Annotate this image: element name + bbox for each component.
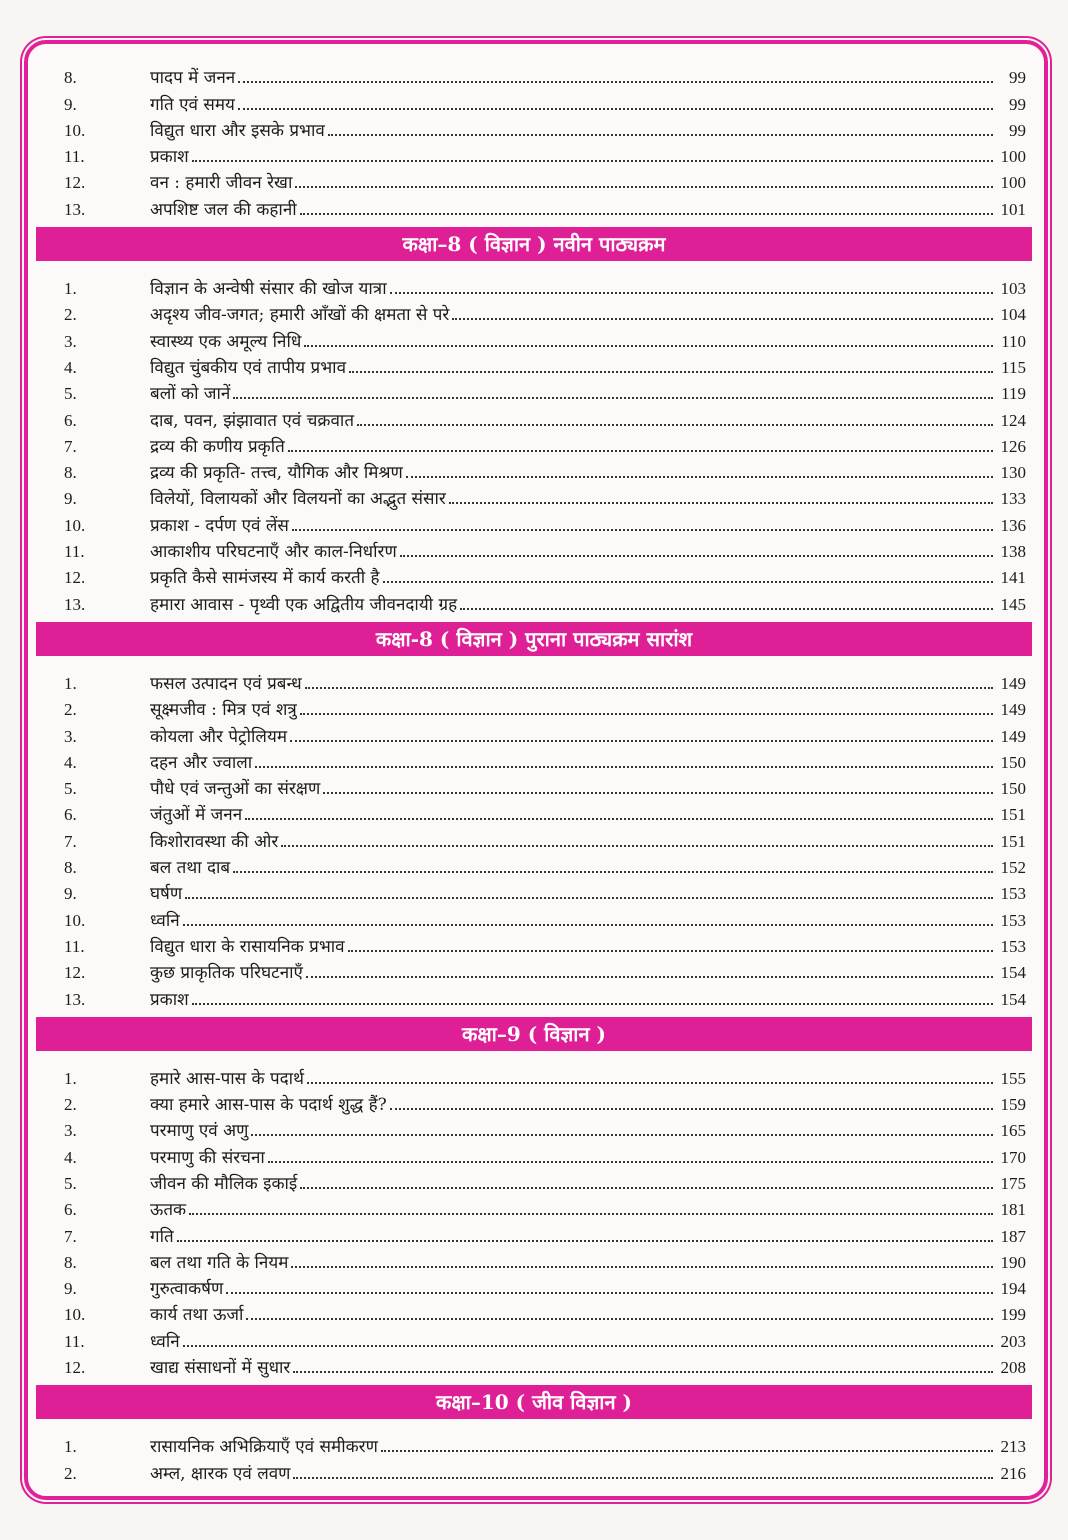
entry-number: 4. bbox=[64, 1147, 77, 1167]
entry-title: अम्ल, क्षारक एवं लवण bbox=[150, 1463, 291, 1484]
dot-leader bbox=[189, 1213, 993, 1215]
dot-leader bbox=[183, 924, 993, 926]
entry-number: 11. bbox=[64, 147, 85, 167]
entry-title: गति bbox=[150, 1226, 174, 1247]
entry-number: 1. bbox=[64, 1068, 77, 1088]
entry-page-number: 149 bbox=[1000, 673, 1026, 693]
entry-title: आकाशीय परिघटनाएँ और काल-निर्धारण bbox=[150, 542, 397, 563]
entry-title: कुछ प्राकृतिक परिघटनाएँ bbox=[150, 963, 303, 984]
entry-title: परमाणु की संरचना bbox=[150, 1147, 265, 1168]
toc-entry[interactable] bbox=[42, 773, 1026, 799]
toc-entry[interactable] bbox=[42, 88, 1026, 114]
toc-entry[interactable] bbox=[42, 1089, 1026, 1115]
toc-entry[interactable] bbox=[42, 878, 1026, 904]
dot-leader bbox=[251, 1134, 993, 1136]
entry-page-number: 115 bbox=[1001, 357, 1026, 377]
entry-title: किशोरावस्था की ओर bbox=[150, 831, 279, 852]
toc-entry[interactable] bbox=[42, 141, 1026, 167]
entry-title: प्रकाश bbox=[150, 989, 189, 1010]
entry-number: 5. bbox=[64, 1173, 77, 1193]
entry-number: 11. bbox=[64, 1331, 85, 1351]
toc-entry[interactable] bbox=[42, 1115, 1026, 1141]
toc-entry[interactable] bbox=[42, 904, 1026, 930]
dot-leader bbox=[233, 871, 993, 873]
entry-number: 6. bbox=[64, 410, 77, 430]
entry-page-number: 100 bbox=[1000, 173, 1026, 193]
toc-entry[interactable] bbox=[42, 668, 1026, 694]
dot-leader bbox=[295, 186, 993, 188]
toc-entry[interactable] bbox=[42, 431, 1026, 457]
entry-page-number: 175 bbox=[1000, 1173, 1026, 1193]
toc-entry[interactable] bbox=[42, 193, 1026, 219]
entry-page-number: 213 bbox=[1000, 1437, 1026, 1457]
entry-number: 12. bbox=[64, 173, 86, 193]
entry-title: ऊतक bbox=[150, 1200, 187, 1221]
entry-number: 11. bbox=[64, 542, 85, 562]
entry-title: क्या हमारे आस-पास के पदार्थ शुद्ध हैं? bbox=[150, 1095, 387, 1116]
dot-leader bbox=[192, 1003, 993, 1005]
toc-entry[interactable] bbox=[42, 457, 1026, 483]
entry-page-number: 141 bbox=[1000, 568, 1026, 588]
entry-number: 1. bbox=[64, 279, 77, 299]
entry-number: 9. bbox=[64, 94, 77, 114]
toc-entry[interactable] bbox=[42, 799, 1026, 825]
entry-title: सूक्ष्मजीव : मित्र एवं शत्रु bbox=[150, 700, 297, 721]
dot-leader bbox=[304, 345, 993, 347]
dot-leader bbox=[406, 476, 993, 478]
entry-number: 8. bbox=[64, 858, 77, 878]
entry-page-number: 136 bbox=[1000, 515, 1026, 535]
entry-number: 1. bbox=[64, 1437, 77, 1457]
entry-number: 10. bbox=[64, 910, 86, 930]
entry-number: 3. bbox=[64, 331, 77, 351]
section-heading: कक्षा–8 ( विज्ञान ) नवीन पाठ्यक्रम bbox=[36, 227, 1032, 261]
entry-number: 7. bbox=[64, 436, 77, 456]
toc-entry[interactable] bbox=[42, 167, 1026, 193]
entry-page-number: 155 bbox=[1000, 1068, 1026, 1088]
entry-title: गति एवं समय bbox=[150, 94, 235, 115]
toc-entry[interactable] bbox=[42, 931, 1026, 957]
entry-number: 1. bbox=[64, 673, 77, 693]
entry-number: 8. bbox=[64, 1252, 77, 1272]
entry-number: 10. bbox=[64, 120, 86, 140]
dot-leader bbox=[452, 318, 993, 320]
entry-page-number: 124 bbox=[1000, 410, 1026, 430]
entry-page-number: 152 bbox=[1000, 858, 1026, 878]
entry-page-number: 187 bbox=[1000, 1226, 1026, 1246]
entry-title: जंतुओं में जनन bbox=[150, 805, 243, 826]
entry-page-number: 130 bbox=[1000, 463, 1026, 483]
toc-entry[interactable] bbox=[42, 588, 1026, 614]
dot-leader bbox=[245, 818, 993, 820]
toc-entry[interactable] bbox=[42, 1220, 1026, 1246]
entry-number: 13. bbox=[64, 594, 86, 614]
entry-number: 2. bbox=[64, 1095, 77, 1115]
toc-entry[interactable] bbox=[42, 747, 1026, 773]
toc-entry[interactable] bbox=[42, 1194, 1026, 1220]
entry-number: 4. bbox=[64, 357, 77, 377]
entry-page-number: 99 bbox=[1009, 68, 1026, 88]
entry-page-number: 181 bbox=[1000, 1200, 1026, 1220]
toc-entry[interactable] bbox=[42, 509, 1026, 535]
entry-title: ध्वनि bbox=[150, 910, 180, 931]
entry-page-number: 203 bbox=[1000, 1331, 1026, 1351]
entry-number: 9. bbox=[64, 1279, 77, 1299]
entry-page-number: 138 bbox=[1000, 542, 1026, 562]
dot-leader bbox=[233, 397, 993, 399]
entry-title: विद्युत चुंबकीय एवं तापीय प्रभाव bbox=[150, 357, 347, 378]
entry-number: 8. bbox=[64, 463, 77, 483]
entry-number: 12. bbox=[64, 1358, 86, 1378]
toc-entry[interactable] bbox=[42, 1063, 1026, 1089]
entry-page-number: 151 bbox=[1000, 831, 1026, 851]
entry-title: प्रकाश - दर्पण एवं लेंस bbox=[150, 515, 289, 536]
toc-entry[interactable] bbox=[42, 325, 1026, 351]
entry-page-number: 145 bbox=[1000, 594, 1026, 614]
toc-entry[interactable] bbox=[42, 404, 1026, 430]
entry-title: विद्युत धारा और इसके प्रभाव bbox=[150, 120, 325, 141]
dot-leader bbox=[306, 976, 993, 978]
entry-number: 13. bbox=[64, 199, 86, 219]
entry-title: वन : हमारी जीवन रेखा bbox=[150, 173, 293, 194]
entry-page-number: 104 bbox=[1000, 305, 1026, 325]
entry-page-number: 150 bbox=[1000, 752, 1026, 772]
dot-leader bbox=[268, 1161, 993, 1163]
entry-number: 12. bbox=[64, 568, 86, 588]
entry-title: पादप में जनन bbox=[150, 68, 236, 89]
entry-number: 3. bbox=[64, 726, 77, 746]
entry-page-number: 199 bbox=[1000, 1305, 1026, 1325]
section-heading: कक्षा-8 ( विज्ञान ) पुराना पाठ्यक्रम सारांश bbox=[36, 622, 1032, 656]
section-heading: कक्षा–10 ( जीव विज्ञान ) bbox=[36, 1385, 1032, 1419]
dot-leader bbox=[290, 740, 993, 742]
entry-number: 5. bbox=[64, 779, 77, 799]
entry-title: स्वास्थ्य एक अमूल्य निधि bbox=[150, 331, 302, 352]
entry-number: 10. bbox=[64, 515, 86, 535]
entry-title: हमारे आस-पास के पदार्थ bbox=[150, 1068, 304, 1089]
entry-number: 2. bbox=[64, 305, 77, 325]
entry-number: 4. bbox=[64, 752, 77, 772]
dot-leader bbox=[288, 450, 993, 452]
toc-entry[interactable] bbox=[42, 115, 1026, 141]
entry-title: अपशिष्ट जल की कहानी bbox=[150, 199, 297, 220]
entry-number: 6. bbox=[64, 1200, 77, 1220]
entry-title: कोयला और पेट्रोलियम bbox=[150, 726, 287, 747]
page-frame bbox=[24, 40, 1048, 1500]
entry-title: प्रकाश bbox=[150, 147, 189, 168]
toc-entry[interactable] bbox=[42, 562, 1026, 588]
dot-leader bbox=[238, 81, 993, 83]
entry-page-number: 149 bbox=[1000, 726, 1026, 746]
toc-entry[interactable] bbox=[42, 1247, 1026, 1273]
entry-title: रासायनिक अभिक्रियाएँ एवं समीकरण bbox=[150, 1437, 378, 1458]
dot-leader bbox=[305, 687, 993, 689]
entry-page-number: 216 bbox=[1000, 1463, 1026, 1483]
dot-leader bbox=[185, 897, 993, 899]
dot-leader bbox=[177, 1240, 993, 1242]
toc-entry[interactable] bbox=[42, 957, 1026, 983]
entry-title: विद्युत धारा के रासायनिक प्रभाव bbox=[150, 936, 345, 957]
entry-page-number: 194 bbox=[1000, 1279, 1026, 1299]
dot-leader bbox=[381, 1450, 993, 1452]
dot-leader bbox=[238, 108, 993, 110]
dot-leader bbox=[328, 134, 993, 136]
entry-number: 13. bbox=[64, 989, 86, 1009]
entry-title: विलेयों, विलायकों और विलयनों का अद्भुत संसार bbox=[150, 489, 446, 510]
entry-number: 6. bbox=[64, 805, 77, 825]
entry-number: 11. bbox=[64, 936, 85, 956]
toc-entry[interactable] bbox=[42, 483, 1026, 509]
dot-leader bbox=[291, 1266, 993, 1268]
dot-leader bbox=[293, 1477, 993, 1479]
entry-page-number: 190 bbox=[1000, 1252, 1026, 1272]
toc-entry[interactable] bbox=[42, 1457, 1026, 1483]
entry-title: द्रव्य की कणीय प्रकृति bbox=[150, 436, 285, 457]
entry-title: घर्षण bbox=[150, 884, 183, 905]
toc-entry[interactable] bbox=[42, 1325, 1026, 1351]
entry-title: खाद्य संसाधनों में सुधार bbox=[150, 1358, 291, 1379]
entry-number: 7. bbox=[64, 1226, 77, 1246]
entry-number: 3. bbox=[64, 1121, 77, 1141]
dot-leader bbox=[400, 555, 993, 557]
entry-title: दहन और ज्वाला bbox=[150, 752, 253, 773]
dot-leader bbox=[348, 950, 993, 952]
entry-page-number: 159 bbox=[1000, 1095, 1026, 1115]
entry-page-number: 151 bbox=[1000, 805, 1026, 825]
entry-page-number: 208 bbox=[1000, 1358, 1026, 1378]
toc-entry[interactable] bbox=[42, 1168, 1026, 1194]
entry-page-number: 149 bbox=[1000, 700, 1026, 720]
entry-page-number: 165 bbox=[1000, 1121, 1026, 1141]
entry-page-number: 101 bbox=[1000, 199, 1026, 219]
toc-entry[interactable] bbox=[42, 273, 1026, 299]
entry-title: विज्ञान के अन्वेषी संसार की खोज यात्रा bbox=[150, 279, 387, 300]
dot-leader bbox=[460, 608, 993, 610]
entry-title: जीवन की मौलिक इकाई bbox=[150, 1173, 298, 1194]
toc-entry[interactable] bbox=[42, 694, 1026, 720]
dot-leader bbox=[357, 424, 993, 426]
toc-entry[interactable] bbox=[42, 62, 1026, 88]
entry-title: दाब, पवन, झंझावात एवं चक्रवात bbox=[150, 410, 355, 431]
dot-leader bbox=[183, 1345, 993, 1347]
dot-leader bbox=[383, 581, 993, 583]
dot-leader bbox=[192, 160, 993, 162]
section-heading: कक्षा–9 ( विज्ञान ) bbox=[36, 1017, 1032, 1051]
dot-leader bbox=[255, 766, 993, 768]
entry-number: 9. bbox=[64, 489, 77, 509]
entry-title: हमारा आवास - पृथ्वी एक अद्वितीय जीवनदायी ग्रह bbox=[150, 594, 458, 615]
toc-entry[interactable] bbox=[42, 983, 1026, 1009]
dot-leader bbox=[293, 1371, 993, 1373]
dot-leader bbox=[323, 792, 993, 794]
entry-title: बल तथा दाब bbox=[150, 858, 231, 879]
entry-number: 8. bbox=[64, 68, 77, 88]
entry-number: 5. bbox=[64, 384, 77, 404]
dot-leader bbox=[246, 1318, 993, 1320]
entry-page-number: 99 bbox=[1009, 120, 1026, 140]
toc-entry[interactable] bbox=[42, 1431, 1026, 1457]
toc-entry[interactable] bbox=[42, 378, 1026, 404]
entry-title: अदृश्य जीव-जगत; हमारी आँखों की क्षमता से परे bbox=[150, 305, 450, 326]
entry-title: परमाणु एवं अणु bbox=[150, 1121, 249, 1142]
entry-number: 2. bbox=[64, 1463, 77, 1483]
dot-leader bbox=[390, 1108, 993, 1110]
dot-leader bbox=[349, 371, 993, 373]
entry-page-number: 110 bbox=[1001, 331, 1026, 351]
entry-title: कार्य तथा ऊर्जा bbox=[150, 1305, 244, 1326]
toc-entry[interactable] bbox=[42, 720, 1026, 746]
dot-leader bbox=[226, 1292, 993, 1294]
entry-page-number: 154 bbox=[1000, 963, 1026, 983]
entry-title: बलों को जानें bbox=[150, 384, 231, 405]
entry-number: 12. bbox=[64, 963, 86, 983]
toc-entry[interactable] bbox=[42, 299, 1026, 325]
entry-title: प्रकृति कैसे सामंजस्य में कार्य करती है bbox=[150, 568, 380, 589]
entry-title: पौधे एवं जन्तुओं का संरक्षण bbox=[150, 779, 321, 800]
entry-number: 10. bbox=[64, 1305, 86, 1325]
entry-title: गुरुत्वाकर्षण bbox=[150, 1279, 224, 1300]
toc-entry[interactable] bbox=[42, 825, 1026, 851]
toc-entry[interactable] bbox=[42, 352, 1026, 378]
entry-title: द्रव्य की प्रकृति- तत्त्व, यौगिक और मिश्रण bbox=[150, 463, 403, 484]
dot-leader bbox=[449, 502, 993, 504]
toc-entry[interactable] bbox=[42, 1141, 1026, 1167]
entry-title: फसल उत्पादन एवं प्रबन्ध bbox=[150, 673, 302, 694]
dot-leader bbox=[307, 1082, 993, 1084]
entry-page-number: 154 bbox=[1000, 989, 1026, 1009]
entry-page-number: 153 bbox=[1000, 936, 1026, 956]
entry-title: बल तथा गति के नियम bbox=[150, 1252, 289, 1273]
dot-leader bbox=[292, 529, 993, 531]
entry-page-number: 119 bbox=[1001, 384, 1026, 404]
toc-entry[interactable] bbox=[42, 852, 1026, 878]
entry-number: 9. bbox=[64, 884, 77, 904]
entry-page-number: 103 bbox=[1000, 279, 1026, 299]
toc-entry[interactable] bbox=[42, 1352, 1026, 1378]
entry-title: ध्वनि bbox=[150, 1331, 180, 1352]
dot-leader bbox=[300, 213, 993, 215]
dot-leader bbox=[390, 292, 993, 294]
toc-entry[interactable] bbox=[42, 1299, 1026, 1325]
entry-page-number: 126 bbox=[1000, 436, 1026, 456]
dot-leader bbox=[281, 845, 993, 847]
entry-page-number: 99 bbox=[1009, 94, 1026, 114]
table-of-contents bbox=[42, 62, 1026, 1484]
entry-page-number: 153 bbox=[1000, 910, 1026, 930]
toc-entry[interactable] bbox=[42, 1273, 1026, 1299]
entry-page-number: 153 bbox=[1000, 884, 1026, 904]
dot-leader bbox=[300, 713, 993, 715]
entry-number: 7. bbox=[64, 831, 77, 851]
dot-leader bbox=[300, 1187, 993, 1189]
entry-page-number: 150 bbox=[1000, 779, 1026, 799]
toc-entry[interactable] bbox=[42, 536, 1026, 562]
entry-page-number: 133 bbox=[1000, 489, 1026, 509]
entry-number: 2. bbox=[64, 700, 77, 720]
entry-page-number: 170 bbox=[1000, 1147, 1026, 1167]
entry-page-number: 100 bbox=[1000, 147, 1026, 167]
